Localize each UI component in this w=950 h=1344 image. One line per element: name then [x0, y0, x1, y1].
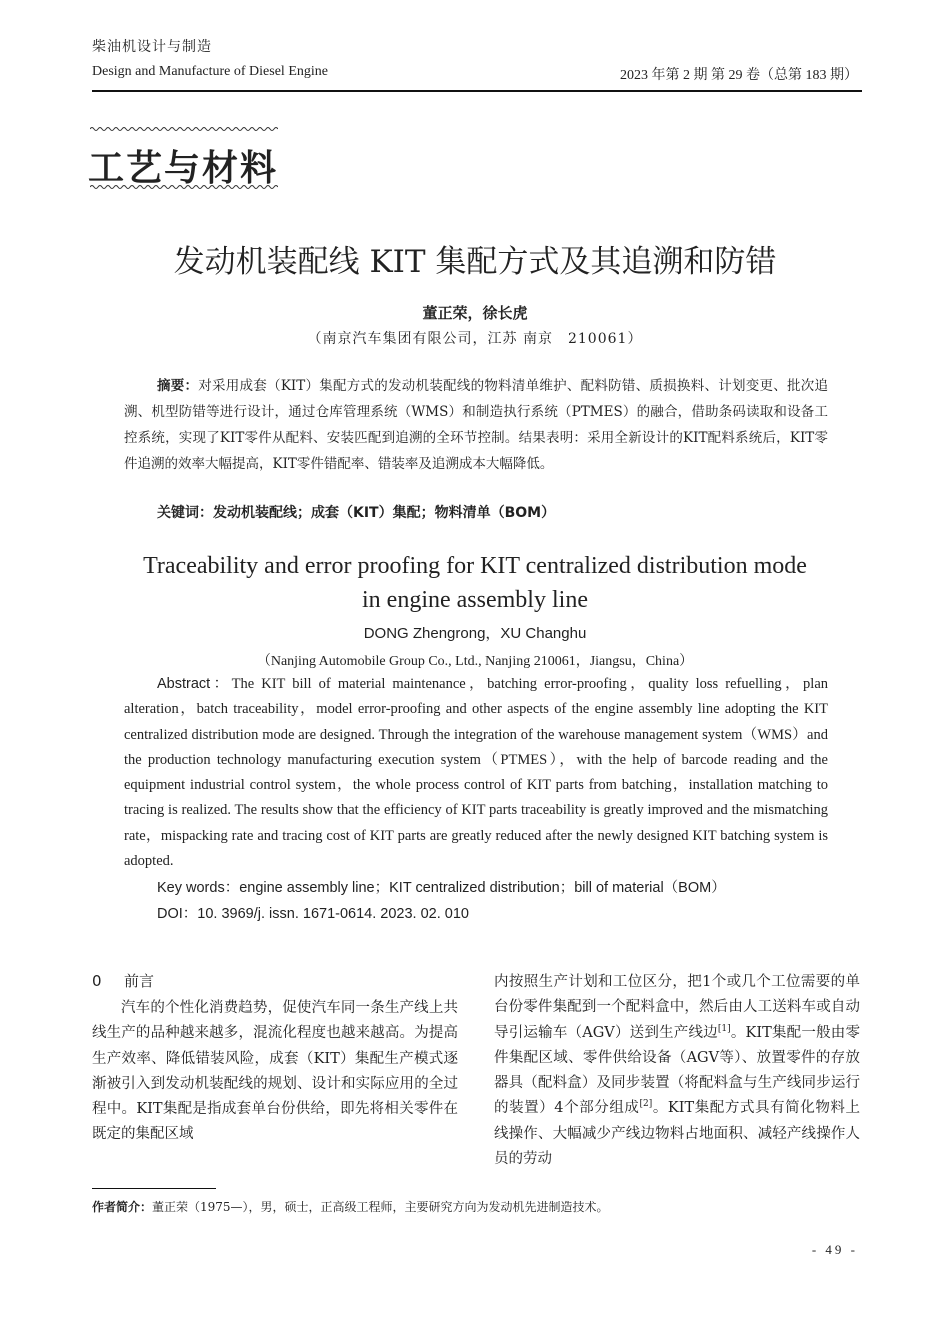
authors-cn: 董正荣，徐长虎: [422, 304, 528, 322]
affiliation-cn: （南京汽车集团有限公司，江苏 南京 210061）: [307, 331, 643, 347]
page-number: - 49 -: [811, 1242, 858, 1257]
paper-title-en-line2: in engine assembly line: [362, 587, 588, 613]
body-paragraph: [494, 970, 860, 1172]
journal-name-en: Design and Manufacture of Diesel Engine: [92, 64, 328, 79]
banner-wavy-line-bottom: [90, 184, 278, 190]
abstract-en-label: Abstract：: [157, 676, 232, 692]
doi: [157, 902, 469, 923]
body-column-right: [494, 970, 860, 1172]
keywords-en-text: engine assembly line；KIT centralized distribution；bill of material（BOM）: [239, 880, 726, 896]
body-text: 。KIT集配一般由零件集配区域、零件供给设备（AGV等）、放置零件的存放器具（配料盒）及同步装置（将配料盒与生产线同步运行的装置）4个部分组成: [494, 1024, 861, 1117]
citation-ref: [1]: [717, 1023, 731, 1034]
abstract-en-text: The KIT bill of material maintenance，batching error-proofing，quality loss refuelling，plan alteration，batch traceability，model error-proofing and other aspects of the engine assembly line adopting the KIT centralized distribution mode are designed. Through the integration of the warehouse management system（WMS）and the production technology manufacturing execution system（PTMES），with the help of barcode reading and the equipment industrial control system，the whole process control of KIT parts from batching，installation matching to tracing is realized. The results show that the efficiency of KIT parts traceability is greatly improved and the mismatching rate，mispacking rate and tracing cost of KIT parts are greatly reduced after the newly designed KIT batching system is adopted.: [124, 676, 829, 870]
paper-title-cn: 发动机装配线 KIT 集配方式及其追溯和防错: [173, 244, 777, 280]
abstract-en: [124, 672, 828, 874]
body-paragraph: 汽车的个性化消费趋势，促使汽车同一条生产线上共线生产的品种越来越多，混流化程度也越来越高。为提高生产效率、降低错装风险，成套（KIT）集配生产模式逐渐被引入到发动机装配线的规划、设计和实际应用的全过程中。KIT集配是指成套单台份供给，即先将相关零件在既定的集配区域: [92, 1000, 458, 1143]
doi-text: 10. 3969/j. issn. 1671-0614. 2023. 02. 010: [197, 906, 469, 922]
section-banner-title: 工艺与材料: [88, 148, 279, 189]
banner-wavy-line-top: [90, 126, 278, 132]
keywords-cn: [157, 502, 555, 522]
affiliation-en: （Nanjing Automobile Group Co., Ltd., Nanjing 210061，Jiangsu，China）: [256, 654, 694, 669]
issue-info: 2023 年第 2 期 第 29 卷（总第 183 期）: [620, 68, 858, 83]
abstract-cn: [124, 373, 828, 477]
authors-en: DONG Zhengrong，XU Changhu: [363, 625, 587, 642]
section-heading: [92, 970, 154, 991]
author-footnote: [92, 1198, 609, 1215]
keywords-en: [157, 876, 726, 897]
journal-name-cn: 柴油机设计与制造: [92, 39, 212, 55]
doi-label: DOI：: [157, 906, 198, 922]
body-column-left: [92, 996, 458, 1148]
header-rule: [92, 90, 862, 92]
keywords-en-label: Key words：: [157, 880, 240, 896]
section-number: 0: [92, 972, 102, 990]
body-text: 。KIT集配方式具有简化物料上线操作、大幅减少产线边物料占地面积、减轻产线操作人员的劳动: [494, 1100, 860, 1168]
section-title: 前言: [124, 972, 155, 990]
footnote-label: 作者简介：: [92, 1200, 153, 1214]
abstract-cn-label: 摘要：: [157, 378, 199, 394]
keywords-cn-label: 关键词：: [157, 505, 213, 521]
footnote-rule: [92, 1188, 216, 1189]
body-text: 内按照生产计划和工位区分，把1个或几个工位需要的单台份零件集配到一个配料盒中，然后由人工送料车或自动导引运输车（AGV）送到生产线边: [494, 974, 860, 1041]
keywords-cn-text: 发动机装配线；成套（KIT）集配；物料清单（BOM）: [213, 505, 556, 521]
footnote-text: 董正荣（1975—），男，硕士，正高级工程师，主要研究方向为发动机先进制造技术。: [152, 1200, 609, 1214]
citation-ref: [2]: [639, 1099, 653, 1110]
paper-title-en-line1: Traceability and error proofing for KIT centralized distribution mode: [143, 553, 807, 579]
abstract-cn-text: 对采用成套（KIT）集配方式的发动机装配线的物料清单维护、配料防错、质损换料、计划变更、批次追溯、机型防错等进行设计，通过仓库管理系统（WMS）和制造执行系统（PTMES）的融合，借助条码读取和设备工控系统，实现了KIT零件从配料、安装匹配到追溯的全环节控制。结果表明：采用全新设计的KIT配料系统后，KIT零件追溯的效率大幅提高，KIT零件错配率、错装率及追溯成本大幅降低。: [124, 378, 829, 472]
